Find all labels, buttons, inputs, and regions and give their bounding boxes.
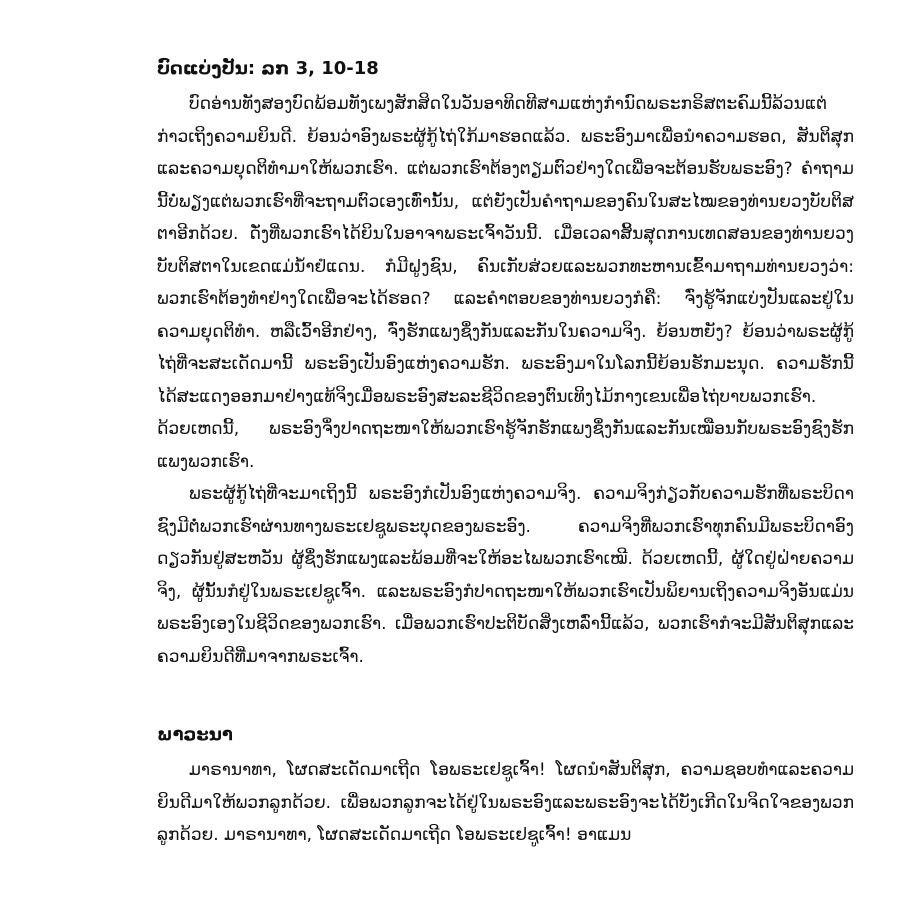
reflection-heading: ບົດແບ່ງປັນ: ລກ 3, 10-18 [157, 58, 379, 79]
document-content [157, 56, 854, 852]
prayer-heading: ພາວະນາ [157, 724, 233, 745]
reflection-paragraph-2: ພຣະຜູ້ກູ້ໄຖ່ທີ່ຈະມາເຖິງນີ້ ພຣະອົງກໍເປັນອົງແຫ່ງຄວາມຈິງ. ຄວາມຈິງກ່ຽວກັບຄວາມຮັກທີ່ພຣະບິດາຊົງມີຕໍ່ພວກເຮົາຜ່ານທາງພຣະເຢຊູພຣະບຸດຂອງພຣະອົງ. ຄວາມຈິງທີ່ພວກເຮົາທຸກຄົນມີພຣະບິດາອົງດຽວກັນຢູ່ສະຫວັນ ຜູ້ຊຶ່ງຮັກແພງແລະພ້ອມທີ່ຈະໃຫ້ອະໄພພວກເຮົາເໝີ. ດ້ວຍເຫດນີ້, ຜູ້ໃດຢູ່ຝ່າຍຄວາມຈິງ, ຜູ້ນັ້ນກໍຢູ່ໃນພຣະເຢຊູເຈົ້າ. ແລະພຣະອົງກໍປາດຖະໜາໃຫ້ພວກເຮົາເປັນພິຍານເຖິງຄວາມຈິງອັນແມ່ນພຣະອົງເອງໃນຊີວິດຂອງພວກເຮົາ. ເມື່ອພວກເຮົາປະຕິບັດສິ່ງເຫລົ່ານີ້ແລ້ວ, ພວກເຮົາກໍຈະມີສັນຕິສຸກແລະຄວາມຍິນດີທີ່ມາຈາກພຣະເຈົ້າ. [157, 484, 854, 667]
section-spacer [157, 673, 854, 718]
prayer-paragraph: ມາຣານາທາ, ໂຜດສະເດັດມາເຖີດ ໂອພຣະເຢຊູເຈົ້າ! ໂຜດນຳສັນຕິສຸກ, ຄວາມຊອບທຳແລະຄວາມຍິນດີມາໃຫ້ພວກລູກດ້ວຍ. ເພື່ອພວກລູກຈະໄດ້ຢູ່ໃນພຣະອົງແລະພຣະອົງຈະໄດ້ບັງເກີດໃນຈິດໃຈຂອງພວກລູກດ້ວຍ. ມາຣານາທາ, ໂຜດສະເດັດມາເຖີດ ໂອພຣະເຢຊູເຈົ້າ! ອາແມນ [157, 760, 854, 845]
reflection-paragraph-1: ບົດອ່ານທັງສອງບົດພ້ອມທັງເພງສັກສິດໃນວັນອາທິດທີສາມແຫ່ງກຳນົດພຣະກຣິສຕະຄົມນີ້ລ້ວນແຕ່ກ່າວເຖິງຄວາມຍິນດີ. ຍ້ອນວ່າອົງພຣະຜູ້ກູ້ໄຖ່ໃກ້ມາຮອດແລ້ວ. ພຣະອົງມາເພື່ອນຳຄວາມຮອດ, ສັນຕິສຸກແລະຄວາມຍຸດຕິທຳມາໃຫ້ພວກເຮົາ. ແຕ່ພວກເຮົາຕ້ອງຕຽມຕົວຢ່າງໃດເພື່ອຈະຕ້ອນຮັບພຣະອົງ? ຄຳຖາມນີ້ບໍ່ພຽງແຕ່ພວກເຮົາທີ່ຈະຖາມຕົວເອງເທົ່ານັ້ນ, ແຕ່ຍັງເປັນຄຳຖາມຂອງຄົນໃນສະໄໝຂອງທ່ານຍວງບັບຕິສຕາອີກດ້ວຍ. ດັ່ງທີ່ພວກເຮົາໄດ້ຍິນໃນອາຈາພຣະເຈົ້າວັນນີ້. ເມື່ອເວລາສິ້ນສຸດການເທດສອນຂອງທ່ານຍວງບັບຕິສຕາໃນເຂດແມ່ນ້ຳຢໍແດນ. ກໍມີຝູງຊົນ, ຄົນເກັບສ່ວຍແລະພວກທະຫານເຂົ້າມາຖາມທ່ານຍວງວ່າ: ພວກເຮົາຕ້ອງທຳຢ່າງໃດເພື່ອຈະໄດ້ຮອດ? ແລະຄຳຕອບຂອງທ່ານຍວງກໍຄື: ຈົ່ງຮູ້ຈັກແບ່ງປັນແລະຢູ່ໃນຄວາມຍຸດຕິທຳ. ຫລືເວົ້າອີກຢ່າງ, ຈົ່ງຮັກແພງຊຶ່ງກັນແລະກັນໃນຄວາມຈິງ. ຍ້ອນຫຍັງ? ຍ້ອນວ່າພຣະຜູ້ກູ້ໄຖ່ທີ່ຈະສະເດັດມານີ້ ພຣະອົງເປັນອົງແຫ່ງຄວາມຮັກ. ພຣະອົງມາໃນໂລກນີ້ຍ້ອນຮັກມະນຸດ. ຄວາມຮັກນີ້ໄດ້ສະແດງອອກມາຢ່າງແທ້ຈິງເມື່ອພຣະອົງສະລະຊີວິດຂອງຕົນເທິງໄມ້ກາງເຂນເພື່ອໄຖ່ບາບພວກເຮົາ. ດ້ວຍເຫດນີ້, ພຣະອົງຈຶ່ງປາດຖະໜາໃຫ້ພວກເຮົາຮູ້ຈັກຮັກແພງຊຶ່ງກັນແລະກັນເໝືອນກັບພຣະອົງຊົງຮັກແພງພວກເຮົາ. [157, 94, 854, 472]
